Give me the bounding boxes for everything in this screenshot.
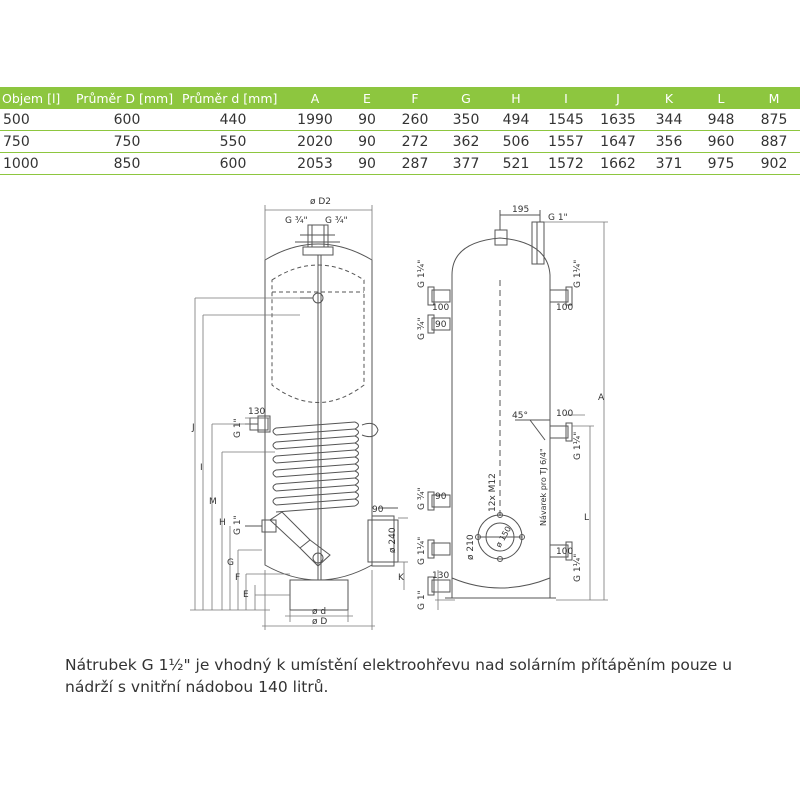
label-a: A bbox=[598, 393, 605, 403]
label-g114-br: G 1¼" bbox=[573, 553, 583, 582]
label-g114-tr: G 1¼" bbox=[573, 259, 583, 288]
label-g114-tl: G 1¼" bbox=[417, 259, 427, 288]
table-cell: 887 bbox=[748, 131, 800, 153]
table-cell: 875 bbox=[748, 109, 800, 131]
table-cell: 902 bbox=[748, 153, 800, 175]
dimensions-table bbox=[0, 87, 800, 175]
label-195: 195 bbox=[512, 205, 530, 215]
column-header: J bbox=[592, 87, 644, 109]
label-k: K bbox=[398, 573, 404, 583]
label-100-b: 100 bbox=[556, 303, 574, 313]
column-header: I bbox=[540, 87, 592, 109]
table-cell: 521 bbox=[492, 153, 540, 175]
label-g: G bbox=[227, 558, 234, 568]
table-cell: 2020 bbox=[286, 131, 344, 153]
table-cell: 506 bbox=[492, 131, 540, 153]
table-cell: 1647 bbox=[592, 131, 644, 153]
label-130-left: 130 bbox=[248, 407, 266, 417]
label-g34-a: G ¾" bbox=[417, 317, 427, 340]
tank-technical-drawing bbox=[0, 190, 800, 640]
label-g1-lower: G 1" bbox=[233, 515, 243, 535]
table-cell: 1990 bbox=[286, 109, 344, 131]
table-cell: 90 bbox=[344, 131, 390, 153]
table-cell: 600 bbox=[74, 109, 180, 131]
column-header: K bbox=[644, 87, 694, 109]
heating-coil bbox=[273, 422, 359, 512]
table-row bbox=[0, 131, 800, 153]
label-g114-mr: G 1¼" bbox=[573, 431, 583, 460]
column-header: E bbox=[344, 87, 390, 109]
label-f: F bbox=[235, 573, 241, 583]
table-row bbox=[0, 109, 800, 131]
label-90-b: 90 bbox=[435, 492, 447, 502]
label-g34-b: G ¾" bbox=[417, 487, 427, 510]
table-cell: 362 bbox=[440, 131, 492, 153]
column-header: A bbox=[286, 87, 344, 109]
column-header: Objem [l] bbox=[0, 87, 74, 109]
label-g1-bottom: G 1" bbox=[417, 590, 427, 610]
column-header: M bbox=[748, 87, 800, 109]
label-240: ø 240 bbox=[388, 527, 398, 553]
label-g1-top: G 1" bbox=[548, 213, 568, 223]
table-cell: 1557 bbox=[540, 131, 592, 153]
label-outer-d: ø D bbox=[312, 617, 328, 627]
label-100-c: 100 bbox=[556, 409, 574, 419]
label-i: I bbox=[200, 463, 203, 473]
label-e: E bbox=[243, 590, 249, 600]
table-cell: 1572 bbox=[540, 153, 592, 175]
label-d150: ø 150 bbox=[493, 524, 514, 549]
table-cell: 750 bbox=[74, 131, 180, 153]
label-g34-right: G ¾" bbox=[325, 216, 348, 226]
column-header: F bbox=[390, 87, 440, 109]
table-cell: 272 bbox=[390, 131, 440, 153]
label-90-left: 90 bbox=[372, 505, 384, 515]
label-h: H bbox=[219, 518, 226, 528]
table-cell: 750 bbox=[0, 131, 74, 153]
column-header: H bbox=[492, 87, 540, 109]
label-g114-ml: G 1¼" bbox=[417, 536, 427, 565]
label-inner-d: ø d bbox=[312, 607, 327, 617]
table-cell: 1635 bbox=[592, 109, 644, 131]
table-cell: 287 bbox=[390, 153, 440, 175]
label-g1-upper: G 1" bbox=[233, 418, 243, 438]
table-cell: 356 bbox=[644, 131, 694, 153]
table-cell: 1662 bbox=[592, 153, 644, 175]
table-body bbox=[0, 109, 800, 175]
table-cell: 2053 bbox=[286, 153, 344, 175]
column-header: G bbox=[440, 87, 492, 109]
label-g34-left: G ¾" bbox=[285, 216, 308, 226]
label-m: M bbox=[209, 497, 217, 507]
label-130-right: 130 bbox=[432, 571, 450, 581]
table-cell: 350 bbox=[440, 109, 492, 131]
label-90-a: 90 bbox=[435, 320, 447, 330]
table-cell: 494 bbox=[492, 109, 540, 131]
label-45: 45° bbox=[512, 411, 528, 421]
table-cell: 960 bbox=[694, 131, 748, 153]
table-cell: 371 bbox=[644, 153, 694, 175]
label-d2: ø D2 bbox=[310, 197, 332, 207]
table-cell: 260 bbox=[390, 109, 440, 131]
table-cell: 975 bbox=[694, 153, 748, 175]
table-cell: 600 bbox=[180, 153, 286, 175]
table-cell: 440 bbox=[180, 109, 286, 131]
table-cell: 90 bbox=[344, 109, 390, 131]
table-cell: 1545 bbox=[540, 109, 592, 131]
table-cell: 90 bbox=[344, 153, 390, 175]
table-cell: 1000 bbox=[0, 153, 74, 175]
footnote: Nátrubek G 1½" je vhodný k umístění elektroohřevu nad solárním přítápěním pouze u nádrží s vnitřní nádobou 140 litrů. bbox=[65, 656, 733, 696]
column-header: L bbox=[694, 87, 748, 109]
table-header-row bbox=[0, 87, 800, 109]
table-cell: 550 bbox=[180, 131, 286, 153]
label-100-a: 100 bbox=[432, 303, 450, 313]
label-navarek: Návarek pro TJ 6/4" bbox=[539, 448, 548, 526]
column-header: Průměr D [mm] bbox=[74, 87, 180, 109]
table-cell: 850 bbox=[74, 153, 180, 175]
label-d210: ø 210 bbox=[466, 534, 476, 560]
table-cell: 500 bbox=[0, 109, 74, 131]
table-cell: 344 bbox=[644, 109, 694, 131]
column-header: Průměr d [mm] bbox=[180, 87, 286, 109]
table-cell: 948 bbox=[694, 109, 748, 131]
label-l: L bbox=[584, 513, 590, 523]
table-cell: 377 bbox=[440, 153, 492, 175]
label-j: J bbox=[192, 423, 195, 433]
table-row bbox=[0, 153, 800, 175]
label-100-d: 100 bbox=[556, 547, 574, 557]
label-m12: 12x M12 bbox=[488, 473, 498, 512]
